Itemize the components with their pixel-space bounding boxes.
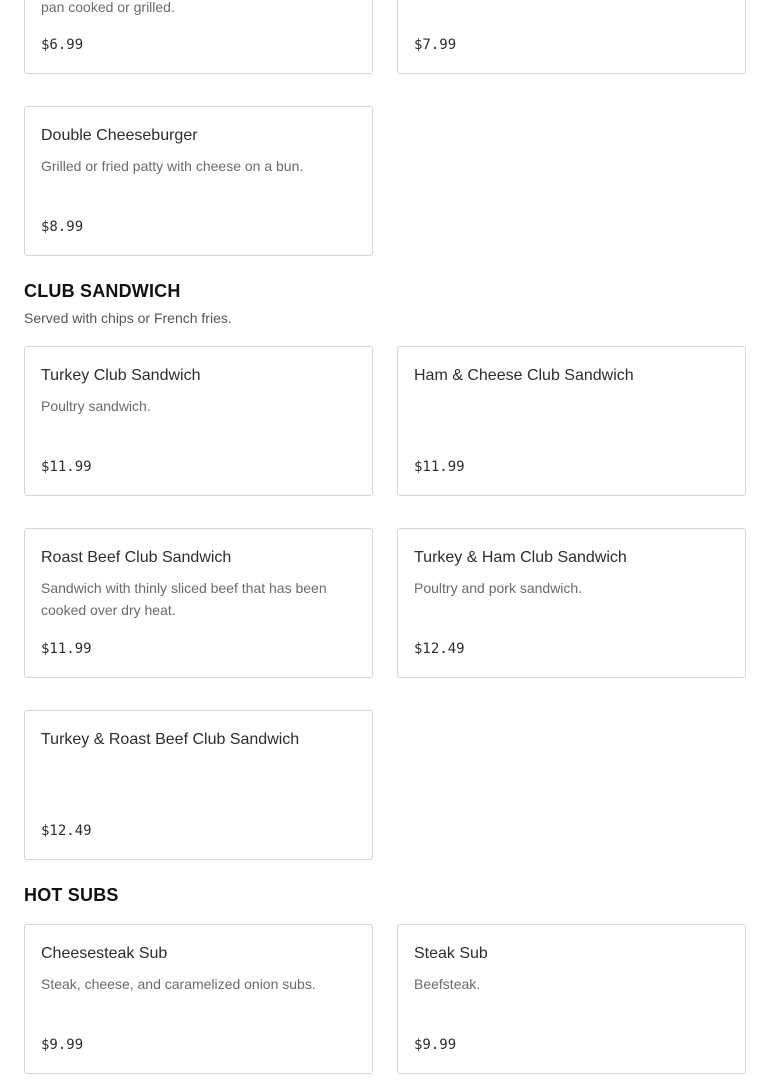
menu-item-description: Sandwich with thinly sliced beef that has been cooked over dry heat. bbox=[41, 580, 327, 618]
menu-item-name: Ham & Cheese Club Sandwich bbox=[414, 367, 634, 384]
menu-item-name: Turkey Club Sandwich bbox=[41, 367, 201, 384]
menu-item-card[interactable] bbox=[24, 346, 373, 496]
menu-item-card[interactable] bbox=[397, 528, 746, 678]
menu-item-card[interactable] bbox=[397, 346, 746, 496]
menu-item-price: $6.99 bbox=[41, 37, 84, 53]
menu-item-price: $12.49 bbox=[414, 641, 465, 657]
menu-item-price: $7.99 bbox=[414, 37, 457, 53]
menu-item-description: Poultry and pork sandwich. bbox=[414, 580, 583, 596]
section-title: HOT SUBS bbox=[24, 885, 119, 905]
menu-item-name: Double Cheeseburger bbox=[41, 127, 198, 144]
menu-item-description: pan cooked or grilled. bbox=[41, 0, 175, 15]
menu-item-price: $11.99 bbox=[414, 459, 465, 475]
menu-item-price: $9.99 bbox=[414, 1037, 457, 1053]
menu-item-price: $11.99 bbox=[41, 459, 92, 475]
section-subtitle: Served with chips or French fries. bbox=[24, 310, 232, 326]
menu-item-price: $8.99 bbox=[41, 219, 84, 235]
menu-item-card[interactable] bbox=[24, 0, 373, 74]
menu-item-name: Steak Sub bbox=[414, 945, 488, 962]
section-title: CLUB SANDWICH bbox=[24, 281, 181, 301]
menu-item-price: $11.99 bbox=[41, 641, 92, 657]
menu-item-description: Poultry sandwich. bbox=[41, 398, 151, 414]
menu-item-description: Steak, cheese, and caramelized onion subs. bbox=[41, 976, 316, 992]
menu-item-card[interactable] bbox=[24, 106, 373, 256]
menu-item-name: Cheesesteak Sub bbox=[41, 945, 168, 962]
menu-item-price: $12.49 bbox=[41, 823, 92, 839]
menu-item-description: Grilled or fried patty with cheese on a bun. bbox=[41, 158, 304, 174]
menu-item-card[interactable] bbox=[397, 0, 746, 74]
menu-item-card[interactable] bbox=[397, 924, 746, 1074]
menu-item-price: $9.99 bbox=[41, 1037, 84, 1053]
menu-item-card[interactable] bbox=[24, 528, 373, 678]
menu-item-description: Beefsteak. bbox=[414, 976, 481, 992]
menu-item-name: Turkey & Ham Club Sandwich bbox=[414, 549, 627, 566]
menu-item-name: Roast Beef Club Sandwich bbox=[41, 549, 232, 566]
menu-item-name: Turkey & Roast Beef Club Sandwich bbox=[41, 731, 300, 748]
menu-item-card[interactable] bbox=[24, 924, 373, 1074]
menu-item-card[interactable] bbox=[24, 710, 373, 860]
